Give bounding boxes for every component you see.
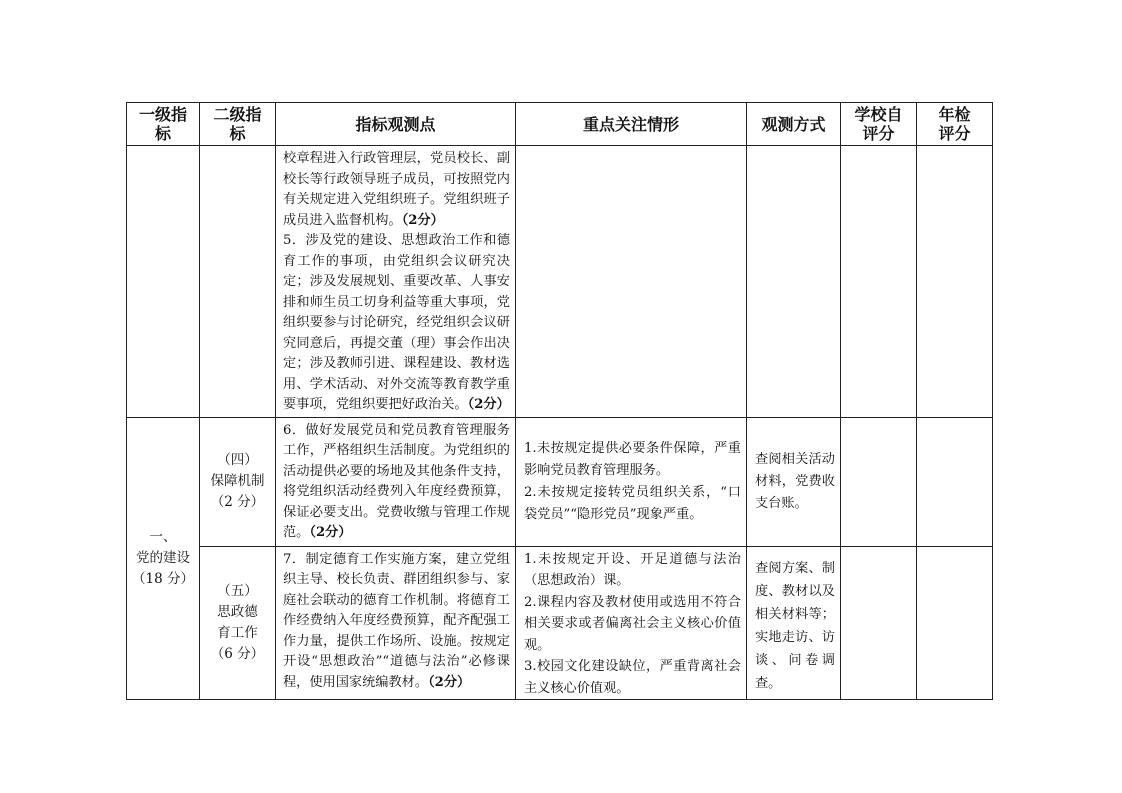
table-row-5 [127,546,993,700]
level1-label: 一、 党的建设 （18 分） [132,528,194,587]
focus-text-5: 1.未按规定开设、开足道德与法治（思想政治）课。 2.课程内容及教材使用或选用不符合相关要求或者偏离社会主义核心价值观。 3.校园文化建设缺位，严重背离社会主义核心价值观。 [524,551,741,696]
header-indicator: 指标观测点 [276,103,516,146]
header-method: 观测方式 [747,103,841,146]
cell-focus-4 [516,417,747,546]
indicator5-text: 5．涉及党的建设、思想政治工作和德育工作的事项，由党组织会议研究决定；涉及发展规划、重要改革、人事安排和师生员工切身利益等重大事项，党组织要参与讨论研究，经党组织会议研究同意后，再提交董（理）事会作出决定；涉及教师引进、课程建设、教材选用、学术活动、对外交流等教育教学重要事项，党组织要把好政治关。 [283,233,510,412]
cell-level1-empty [127,146,200,418]
cell-indicator-6 [276,417,516,546]
indicator5-score: （2分） [467,397,510,412]
header-focus: 重点关注情形 [516,103,747,146]
indicator-score: （2分） [401,212,444,228]
focus-text-4: 1.未按规定提供必要条件保障，严重影响党员教育管理服务。 2.未按规定接转党员组织关系，“口袋党员”“隐形党员”现象严重。 [524,440,741,522]
table-row-continued [127,146,993,418]
cell-focus-empty [516,146,747,418]
level2-label-5: （五） 思政德 育工作 （6 分） [210,582,265,662]
indicator6-text: 6．做好发展党员和党员教育管理服务工作，严格组织生活制度。为党组织的活动提供必要的场地及其他条件支持，将党组织活动经费列入年度经费预算，保证必要支出。党费收缴与管理工作规范。 [283,422,510,540]
cell-level2-guarantee [200,417,276,546]
table-row-4 [127,417,993,546]
cell-self-score-empty [841,146,917,418]
header-level2: 二级指 标 [200,103,276,146]
indicator7-score: （2分） [428,674,471,690]
cell-level1-party-building [127,417,200,700]
cell-annual-score-5 [917,546,993,700]
cell-indicator-continued [276,146,516,418]
cell-indicator-7 [276,546,516,700]
level2-label-4: （四） 保障机制 （2 分） [210,452,265,510]
header-level1: 一级指 标 [127,103,200,146]
cell-annual-score-4 [917,417,993,546]
indicator-text: 校章程进入行政管理层，党员校长、副校长等行政领导班子成员，可按照党内有关规定进入党组织班子。党组织班子成员进入监督机构。 [283,151,510,228]
cell-level2-empty [200,146,276,418]
cell-method-empty [747,146,841,418]
method-text-5: 查阅方案、制度、教材以及相关材料等；实地走访、访谈、问卷调查。 [755,560,835,691]
cell-level2-moral [200,546,276,700]
header-row [127,103,993,146]
cell-focus-5 [516,546,747,700]
method-text-4: 查阅相关活动材料，党费收支台账。 [755,451,835,511]
cell-method-5 [747,546,841,700]
indicator7-text: 7．制定德育工作实施方案，建立党组织主导、校长负责、群团组织参与、家庭社会联动的德育工作机制。将德育工作经费纳入年度经费预算，配齐配强工作力量，提供工作场所、设施。按规定开设“思想政治”“道德与法治”必修课程，使用国家统编教材。 [283,551,510,690]
header-self-score: 学校自 评分 [841,103,917,146]
cell-method-4 [747,417,841,546]
cell-annual-score-empty [917,146,993,418]
cell-self-score-4 [841,417,917,546]
cell-self-score-5 [841,546,917,700]
header-annual-score: 年检 评分 [917,103,993,146]
evaluation-table [126,102,993,700]
indicator6-score: （2分） [309,525,352,540]
